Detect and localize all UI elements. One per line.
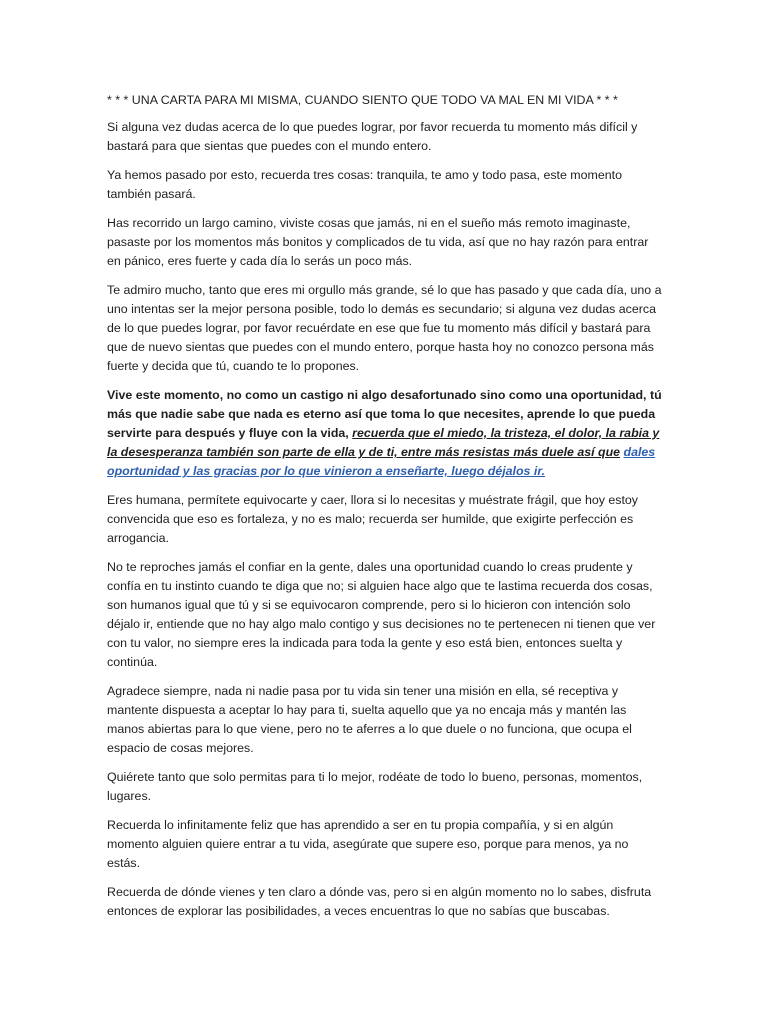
paragraph: Eres humana, permítete equivocarte y caer, llora si lo necesitas y muéstrate frágil, que hoy estoy convencida que eso es fortaleza, y no es malo; recuerda ser humilde, que exigirte perfección es arrogancia.	[107, 493, 638, 545]
bold-paragraph	[107, 386, 663, 481]
emphasized-text: recuerda que el miedo, la tristeza, el dolor, la rabia y la desesperanza también son parte de ella y de ti, entre más resistas más duele así que	[107, 426, 660, 459]
paragraph: Ya hemos pasado por esto, recuerda tres cosas: tranquila, te amo y todo pasa, este momento también pasará.	[107, 168, 622, 201]
paragraph: Si alguna vez dudas acerca de lo que puedes lograr, por favor recuerda tu momento más difícil y bastará para que sientas que puedes con el mundo entero.	[107, 120, 638, 153]
paragraph: Recuerda de dónde vienes y ten claro a dónde vas, pero si en algún momento no lo sabes, disfruta entonces de explorar las posibilidades, a veces encuentras lo que no sabías que buscabas.	[107, 885, 652, 918]
paragraph: Agradece siempre, nada ni nadie pasa por tu vida sin tener una misión en ella, sé receptiva y mantente dispuesta a aceptar lo hay para ti, suelta aquello que ya no encaja más y mantén las manos abiertas para lo que viene, pero no te aferres a lo que duele o no funciona, que ocupa el espacio de cosas mejores.	[107, 684, 632, 755]
document-body	[107, 91, 663, 931]
bold-paragraph-text: Vive este momento, no como un castigo ni algo desafortunado sino como una oportunidad, tú más que nadie sabe que nada es eterno así que toma lo que necesites, aprende lo que pueda servirte para después y fluye con la vida,	[107, 388, 662, 440]
paragraph: Quiérete tanto que solo permitas para ti lo mejor, rodéate de todo lo bueno, personas, momentos, lugares.	[107, 770, 643, 803]
paragraph: Has recorrido un largo camino, viviste cosas que jamás, ni en el sueño más remoto imaginaste, pasaste por los momentos más bonitos y complicados de tu vida, así que no hay razón para entrar en pánico, eres fuerte y cada día lo serás un poco más.	[107, 216, 649, 268]
hyperlink-text[interactable]: dales oportunidad y las gracias por lo que vinieron a enseñarte, luego déjalos ir.	[107, 445, 656, 478]
paragraph: Recuerda lo infinitamente feliz que has aprendido a ser en tu propia compañía, y si en algún momento alguien quiere entrar a tu vida, asegúrate que supere eso, porque para menos, ya no estás.	[107, 818, 629, 870]
paragraph: Te admiro mucho, tanto que eres mi orgullo más grande, sé lo que has pasado y que cada día, uno a uno intentas ser la mejor persona posible, todo lo demás es secundario; si alguna vez dudas acerca de lo que puedes lograr, por favor recuérdate en ese que fue tu momento más difícil y bastará para que de nuevo sientas que puedes con el mundo entero, porque hasta hoy no conozco persona más fuerte y decida que tú, cuando te lo propones.	[107, 283, 662, 373]
paragraph: No te reproches jamás el confiar en la gente, dales una oportunidad cuando lo creas prudente y confía en tu instinto cuando te diga que no; si alguien hace algo que te lastima recuerda dos cosas, son humanos igual que tú y si se equivocaron comprende, pero si lo hicieron con intención solo déjalo ir, entiende que no hay algo malo contigo y sus decisiones no te pertenecen ni tienen que ver con tu valor, no siempre eres la indicada para toda la gente y eso está bien, entonces suelta y continúa.	[107, 560, 656, 669]
page-title: * * * UNA CARTA PARA MI MISMA, CUANDO SIENTO QUE TODO VA MAL EN MI VIDA * * *	[107, 93, 618, 107]
